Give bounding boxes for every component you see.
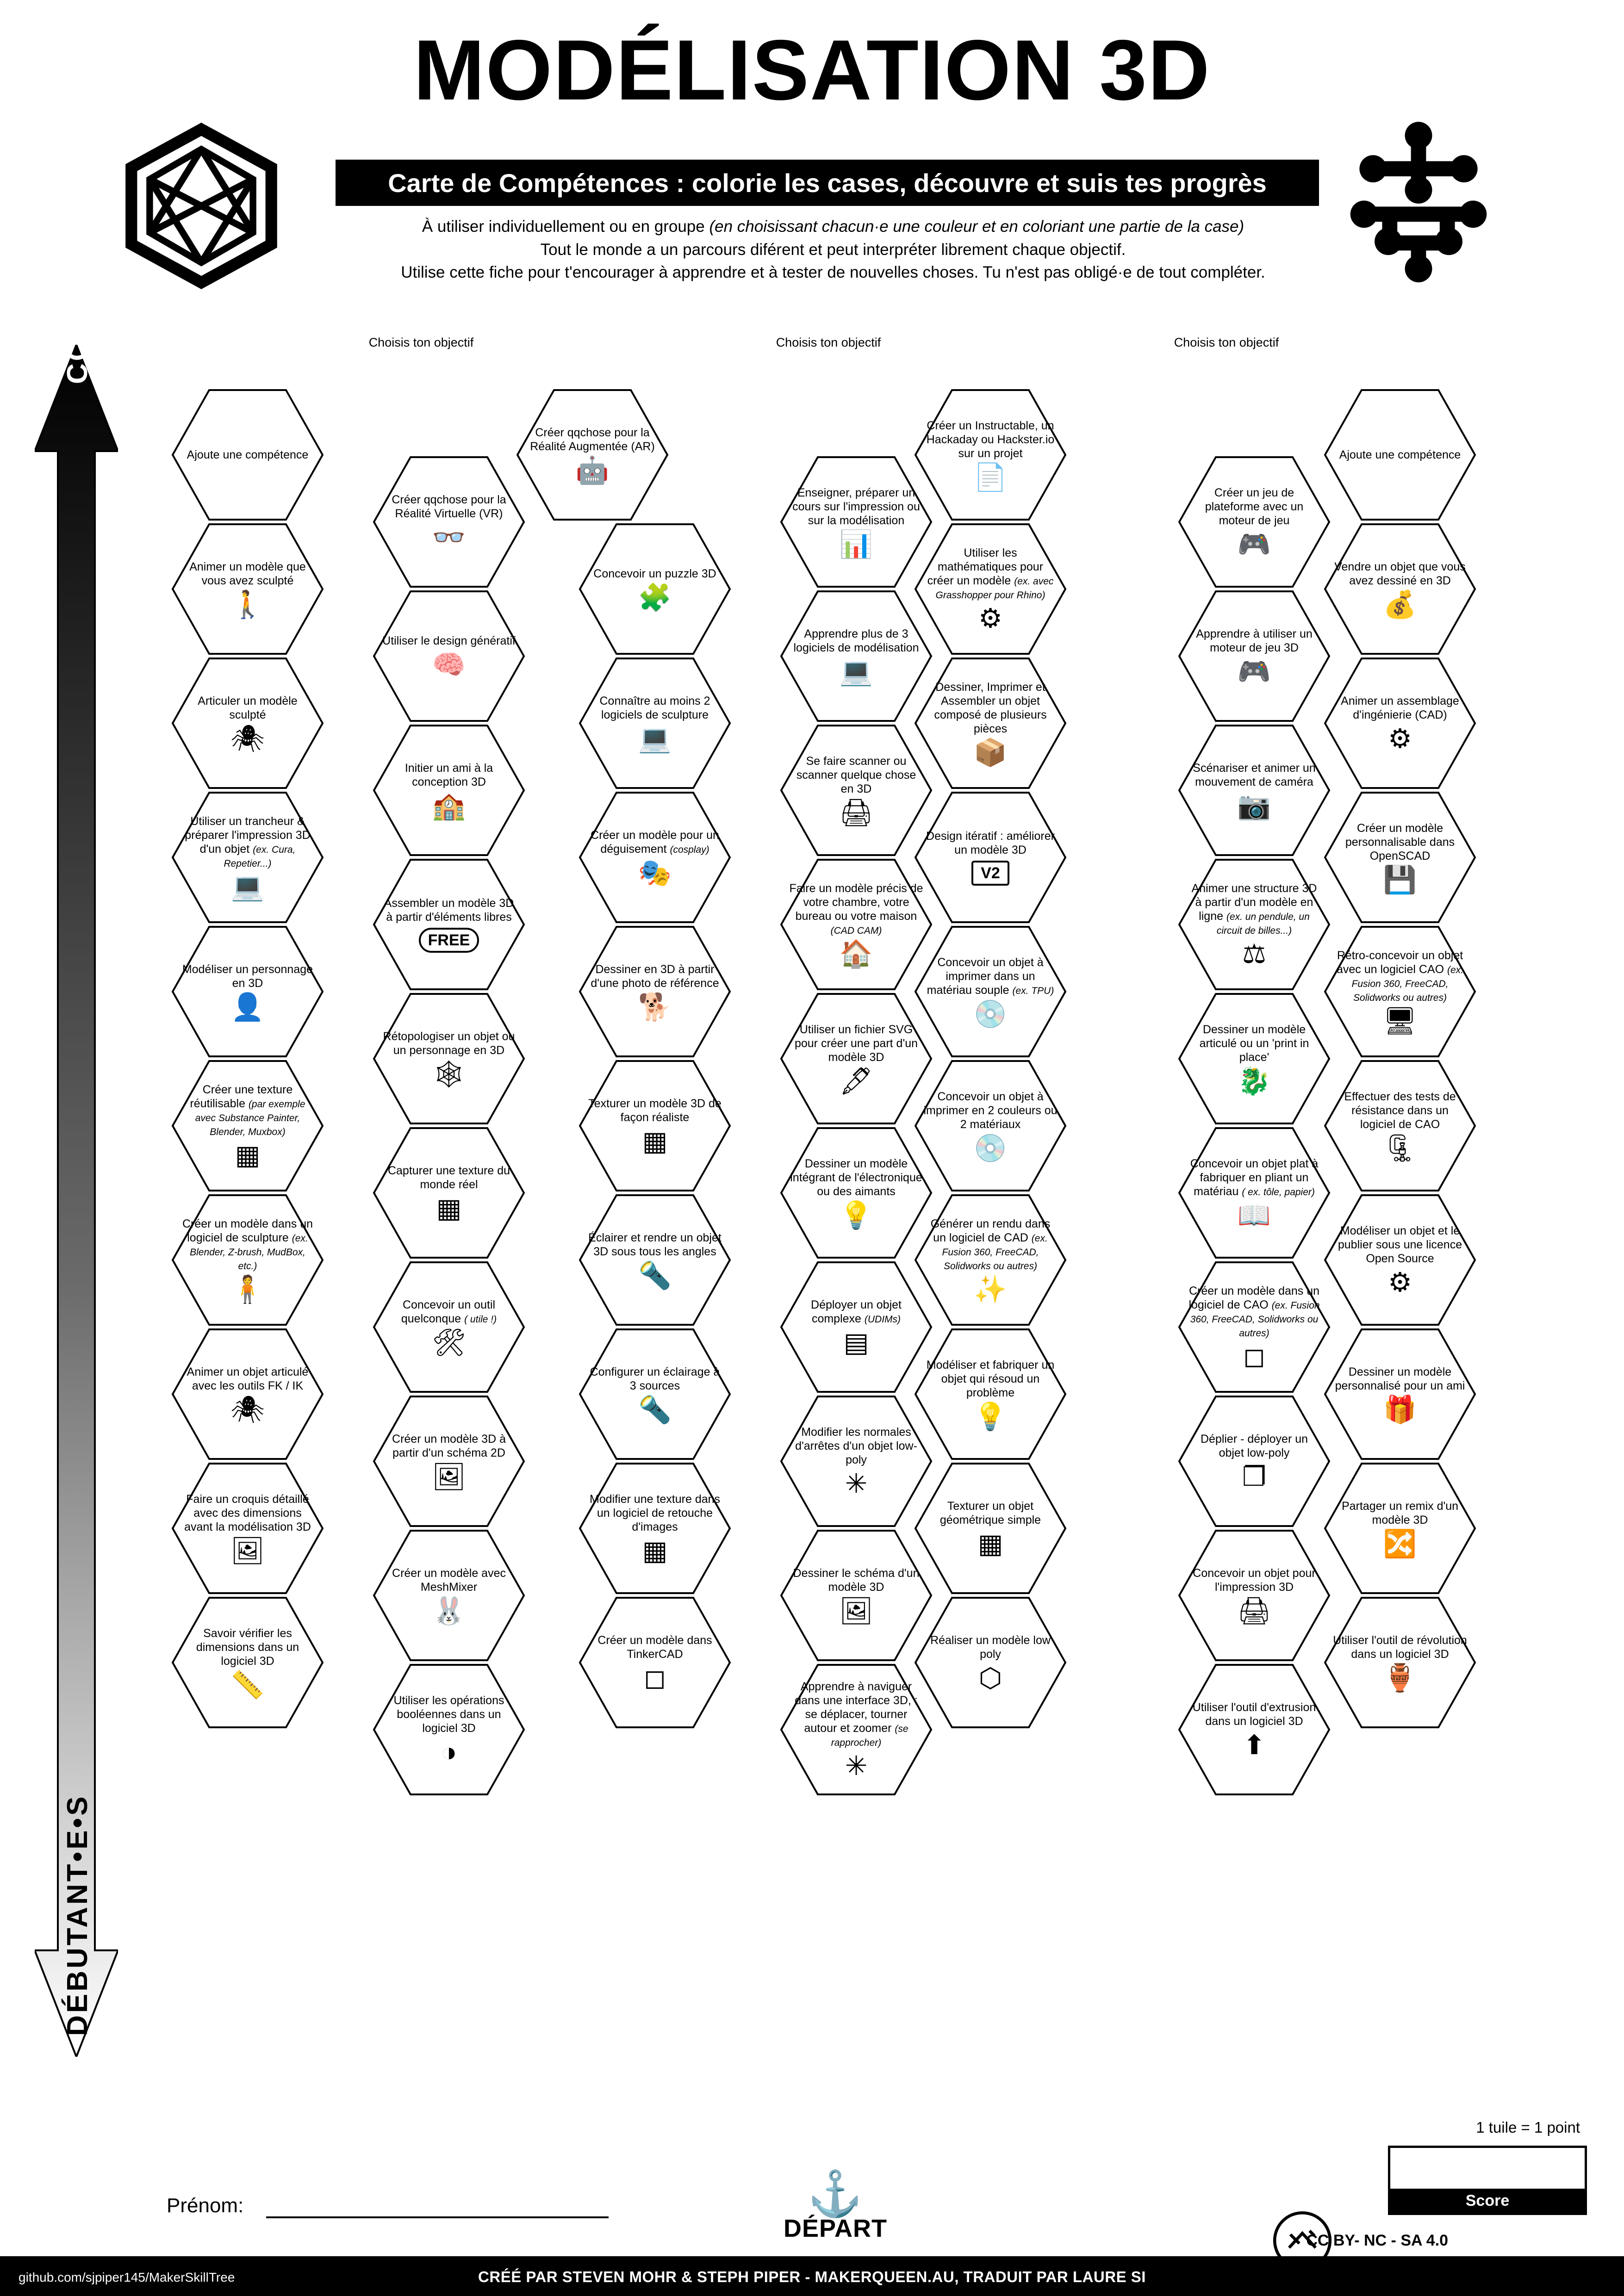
character-icon: 👤: [230, 992, 265, 1022]
tile-label: Vendre un objet que vous avez dessiné en 3D: [1334, 560, 1466, 587]
intro-line3: Utilise cette fiche pour t'encourager à apprendre et à tester de nouvelles choses. Tu n'est pas obligé·e de tout compléter.: [401, 263, 1265, 282]
filament2-icon: 💿: [973, 1133, 1008, 1163]
tile-outline: [516, 389, 669, 521]
prenom-input-line[interactable]: [266, 2216, 609, 2218]
tile-outline: [1178, 1663, 1331, 1796]
laptop-icon: 💻: [638, 724, 672, 754]
rig-icon: 🕷: [230, 1395, 265, 1425]
dragon-icon: 🐉: [1237, 1066, 1271, 1096]
intro-line1b: (en choisissant chacun·e une couleur et en coloriant une partie de la case): [709, 217, 1244, 236]
tile-outline: [914, 1462, 1067, 1595]
tile-label: Ajoute une compétence: [187, 448, 309, 461]
tile-label: Ajoute une compétence: [1339, 448, 1461, 461]
tile-label: Effectuer des tests de résistance dans un logiciel de CAO: [1344, 1090, 1456, 1131]
subtitle-text: Carte de Compétences : colorie les cases, découvre et suis tes progrès: [388, 168, 1267, 198]
texture2-icon: ▦: [642, 1126, 668, 1156]
skill-tile-t60[interactable]: [1324, 1462, 1476, 1595]
tile-outline: [579, 925, 731, 1058]
tile-outline: [1324, 657, 1476, 789]
skill-tile-t16[interactable]: [579, 657, 731, 789]
bulb-icon: 💡: [973, 1402, 1008, 1432]
credit-text: CRÉÉ PAR STEVEN MOHR & STEPH PIPER - MAKERQUEEN.AU, TRADUIT PAR LAURE SI: [478, 2268, 1146, 2285]
tile-label: Créer un modèle dans un logiciel de sculpture (ex. Blender, Z-brush, MudBox, etc.): [182, 1217, 313, 1272]
tile-outline: [373, 1127, 525, 1259]
skill-tile-t59[interactable]: [914, 1462, 1067, 1595]
tile-outline: [373, 858, 525, 991]
skill-tile-t49[interactable]: [1178, 1261, 1331, 1393]
skill-tile-t64[interactable]: [171, 1596, 324, 1729]
tile-label: Créer un modèle avec MeshMixer: [392, 1567, 506, 1594]
tile-label: Créer un modèle dans un logiciel de CAO (ex. Fusion 360, FreeCAD, Solidworks ou autres): [1188, 1285, 1320, 1339]
intro-line2: Tout le monde a un parcours diférent et peut interpréter librement chaque objectif.: [540, 240, 1126, 259]
tile-outline: [171, 925, 324, 1058]
tile-label: Dessiner un modèle articulé ou un 'print in place': [1199, 1023, 1309, 1064]
skill-tile-t17[interactable]: [914, 657, 1067, 789]
skill-tile-t56[interactable]: [1178, 1395, 1331, 1527]
camera-icon: 📷: [1237, 791, 1271, 821]
skill-tile-t6[interactable]: [780, 456, 933, 588]
tile-outline: [780, 1261, 933, 1393]
skill-tile-t54[interactable]: [373, 1395, 525, 1527]
skill-tile-t43[interactable]: [171, 1194, 324, 1326]
tile-label: Créer un modèle dans TinkerCAD: [597, 1634, 712, 1661]
unfold-icon: ❐: [1242, 1462, 1266, 1492]
tile-label: Configurer un éclairage à 3 sources: [590, 1365, 720, 1392]
skill-tile-t36[interactable]: [171, 1060, 324, 1192]
tile-label: Partager un remix d'un modèle 3D: [1341, 1500, 1459, 1527]
skill-tile-t63[interactable]: [1178, 1529, 1331, 1662]
skill-tile-t45[interactable]: [914, 1194, 1067, 1326]
skill-tile-t46[interactable]: [1324, 1194, 1476, 1326]
tile-label: Rétro-concevoir un objet avec un logiciel CAO (ex. Fusion 360, FreeCAD, Solidworks ou autres): [1336, 949, 1464, 1003]
tile-outline: [1178, 590, 1331, 722]
tile-label: Déplier - déployer un objet low-poly: [1200, 1433, 1308, 1459]
column-header-1: Choisis ton objectif: [368, 335, 474, 349]
tools-icon: 🛠: [432, 1328, 466, 1358]
tile-label: Scénariser et animer un mouvement de caméra: [1193, 762, 1316, 788]
tile-label: Créer un modèle pour un déguisement (cosplay): [591, 829, 719, 856]
tile-label: Animer un assemblage d'ingénierie (CAD): [1341, 695, 1459, 721]
tile-label: Articuler un modèle sculpté: [198, 695, 298, 721]
tile-label: Utiliser un fichier SVG pour créer une part d'un modèle 3D: [794, 1023, 918, 1064]
tile-label: Animer une structure 3D à partir d'un modèle en ligne (ex. un pendule, un circuit de billes...): [1191, 882, 1317, 936]
puzzle-icon: 🧩: [638, 583, 672, 613]
vase-icon: 🏺: [1383, 1663, 1417, 1693]
tile-label: Utiliser l'outil d'extrusion dans un logiciel 3D: [1192, 1701, 1316, 1728]
skill-tile-t41[interactable]: [780, 1127, 933, 1259]
tile-outline: [780, 1529, 933, 1662]
topology-icon: 🕸: [432, 1059, 466, 1089]
dog-icon: 🐕: [638, 992, 672, 1022]
skill-tile-t3[interactable]: [914, 389, 1067, 521]
boxes-icon: 📦: [973, 738, 1008, 768]
tile-label: Modéliser un objet et le publier sous une licence Open Source: [1338, 1224, 1462, 1265]
tile-label: Utiliser un trancheur & préparer l'impression 3D d'un objet (ex. Cura, Repetier...): [185, 815, 311, 869]
tile-label: Créer un modèle personnalisable dans OpenSCAD: [1345, 822, 1455, 863]
gear-icon: ⚙: [978, 603, 1002, 633]
tile-outline: [171, 523, 324, 655]
cube-icon: ◻: [1243, 1341, 1266, 1371]
tile-outline: [171, 657, 324, 789]
tile-label: Concevoir un objet pour l'impression 3D: [1193, 1567, 1316, 1594]
tile-label: Dessiner en 3D à partir d'une photo de référence: [591, 963, 719, 990]
gamepad-icon: 🎮: [1237, 529, 1271, 559]
skill-tile-t8[interactable]: [171, 523, 324, 655]
tile-label: Connaître au moins 2 logiciels de sculpture: [599, 695, 710, 721]
skill-tile-t35[interactable]: [1178, 993, 1331, 1125]
skill-tile-t23[interactable]: [579, 791, 731, 924]
cube2-icon: ◻: [643, 1663, 666, 1693]
tile-label: Modéliser un personnage en 3D: [182, 963, 313, 990]
intro-text: [278, 215, 1388, 284]
start-flag-icon: ⚓: [807, 2169, 864, 2219]
tile-outline: [171, 1328, 324, 1460]
tile-label: Dessiner un modèle personnalisé pour un ami: [1335, 1365, 1465, 1392]
skill-tile-t66[interactable]: [914, 1596, 1067, 1729]
intro-line1a: À utiliser individuellement ou en groupe: [422, 217, 709, 236]
skill-tile-t50[interactable]: [171, 1328, 324, 1460]
tile-outline: [1324, 1328, 1476, 1460]
tile-outline: [1324, 1462, 1476, 1595]
laptop-gear2-icon: 💻: [230, 872, 265, 902]
hex-wireframe-logo: [118, 123, 285, 289]
skill-tile-t37[interactable]: [579, 1060, 731, 1192]
tile-point-note: 1 tuile = 1 point: [1476, 2119, 1580, 2136]
tile-label: Utiliser les opérations booléennes dans un logiciel 3D: [393, 1694, 504, 1735]
tile-outline: [1324, 1596, 1476, 1729]
skill-tile-t27[interactable]: [780, 858, 933, 991]
tile-label: Modifier les normales d'arrêtes d'un objet low-poly: [795, 1426, 917, 1466]
tile-label: Créer une texture réutilisable (par exemple avec Substance Painter, Blender, Muxbox): [190, 1083, 305, 1137]
github-link[interactable]: github.com/sjpiper145/MakerSkillTree: [19, 2270, 235, 2284]
tile-label: Réaliser un modèle low poly: [930, 1634, 1051, 1661]
tile-label: Créer qqchose pour la Réalité Augmentée (AR): [530, 426, 655, 453]
license-text: CC BY- NC - SA 4.0: [1306, 2232, 1448, 2249]
skill-tile-t25[interactable]: [1324, 791, 1476, 924]
tile-outline: [579, 1596, 731, 1729]
skill-tile-t42[interactable]: [1178, 1127, 1331, 1259]
tile-label: Créer un modèle 3D à partir d'un schéma 2D: [392, 1433, 506, 1459]
filament-icon: 💿: [973, 999, 1008, 1029]
tile-outline: [1178, 1395, 1331, 1527]
skill-tile-t22[interactable]: [171, 791, 324, 924]
tile-label: Se faire scanner ou scanner quelque chose en 3D: [796, 755, 916, 795]
skill-tile-t39[interactable]: [1324, 1060, 1476, 1192]
skill-tile-t7[interactable]: [1178, 456, 1331, 588]
skill-tile-t30[interactable]: [579, 925, 731, 1058]
extrude-icon: ⬆: [1243, 1730, 1266, 1760]
free-icon: FREE: [419, 928, 479, 953]
ruler-icon: 📏: [230, 1670, 265, 1700]
start-marker: [759, 2169, 912, 2243]
skill-tile-t14[interactable]: [1178, 590, 1331, 722]
skill-tile-t26[interactable]: [373, 858, 525, 991]
tile-label: Animer un modèle que vous avez sculpté: [189, 560, 306, 587]
skill-tile-t55[interactable]: [780, 1395, 933, 1527]
scanner-icon: 🖨: [839, 798, 873, 828]
tile-label: Modifier une texture dans un logiciel de retouche d'images: [589, 1493, 721, 1533]
v2-icon: V2: [971, 861, 1009, 886]
tile-outline: [373, 993, 525, 1125]
cad-icon: 🖥: [1383, 1006, 1417, 1036]
skill-tile-t15[interactable]: [171, 657, 324, 789]
skill-tile-t53[interactable]: [1324, 1328, 1476, 1460]
skill-tile-t65[interactable]: [579, 1596, 731, 1729]
tile-label: Dessiner, Imprimer et Assembler un objet composé de plusieurs pièces: [934, 681, 1047, 735]
presentation-icon: 📊: [839, 529, 873, 559]
tile-label: Utiliser l'outil de révolution dans un logiciel 3D: [1333, 1634, 1467, 1661]
tile-label: Éclairer et rendre un objet 3D sous tous les angles: [588, 1231, 722, 1258]
skill-tile-t40[interactable]: [373, 1127, 525, 1259]
tile-outline: [579, 1328, 731, 1460]
texture5-icon: ▦: [977, 1529, 1003, 1559]
column-header-3: Choisis ton objectif: [1174, 335, 1279, 349]
tile-label: Initier un ami à la conception 3D: [404, 762, 493, 788]
tile-outline: [373, 1529, 525, 1662]
skill-tile-t24[interactable]: [914, 791, 1067, 924]
skill-tile-t33[interactable]: [373, 993, 525, 1125]
tile-label: Apprendre à utiliser un moteur de jeu 3D: [1196, 627, 1313, 654]
tile-label: Faire un modèle précis de votre chambre, votre bureau ou votre maison (CAD CAM): [789, 882, 923, 936]
brain-icon: 🧠: [432, 650, 466, 680]
tile-label: Concevoir un objet plat à fabriquer en pliant un matériau ( ex. tôle, papier): [1190, 1157, 1319, 1198]
tile-label: Utiliser le design génératif: [382, 634, 516, 647]
tile-outline: [579, 1194, 731, 1326]
tile-label: Texturer un objet géométrique simple: [940, 1500, 1041, 1527]
render-icon: ✨: [973, 1274, 1008, 1304]
sculpt-icon: 🧍: [230, 1274, 265, 1304]
subtitle-banner: [336, 160, 1319, 206]
tile-label: Faire un croquis détaillé avec des dimensions avant la modélisation 3D: [184, 1493, 311, 1533]
tile-label: Dessiner un modèle intégrant de l'électronique ou des aimants: [790, 1157, 922, 1198]
skill-tile-t5[interactable]: [373, 456, 525, 588]
tile-label: Enseigner, préparer un cours sur l'impression ou sur la modélisation: [792, 486, 920, 527]
tile-label: Apprendre plus de 3 logiciels de modélisation: [793, 627, 919, 654]
score-label: Score: [1390, 2189, 1585, 2213]
robot-icon: 🤖: [575, 455, 610, 485]
skill-tile-t31[interactable]: [914, 925, 1067, 1058]
tile-label: Créer qqchose pour la Réalité Virtuelle (VR): [392, 493, 506, 520]
tile-outline: [579, 791, 731, 924]
pendulum-icon: ⚖: [1242, 939, 1266, 969]
tile-label: Concevoir un outil quelconque ( utile !): [401, 1298, 497, 1325]
money-bag-icon: 💰: [1383, 590, 1417, 620]
skill-tile-t12[interactable]: [373, 590, 525, 722]
teaching-icon: 🏫: [432, 791, 466, 821]
tile-label: Utiliser les mathématiques pour créer un modèle (ex. avec Grasshopper pour Rhino): [927, 546, 1054, 601]
tile-outline: [1178, 1529, 1331, 1662]
tile-label: Apprendre à naviguer dans une interface 3D, : se déplacer, tourner autour et zoomer (se rapprocher): [795, 1680, 918, 1748]
score-box[interactable]: [1388, 2146, 1587, 2215]
document-icon: 📄: [973, 462, 1008, 492]
udim-icon: ▤: [843, 1328, 869, 1358]
blueprint-icon: 🖼: [432, 1462, 466, 1492]
lowpoly-icon: ⬡: [978, 1663, 1002, 1693]
skill-tile-t11[interactable]: [1324, 523, 1476, 655]
skill-tile-t18[interactable]: [1324, 657, 1476, 789]
skill-tile-t57[interactable]: [171, 1462, 324, 1595]
tile-outline: [373, 456, 525, 588]
skill-tile-t61[interactable]: [373, 1529, 525, 1662]
prenom-label: Prénom:: [167, 2194, 244, 2217]
texture4-icon: ▦: [642, 1536, 668, 1566]
skill-tile-t13[interactable]: [780, 590, 933, 722]
skill-tile-t48[interactable]: [780, 1261, 933, 1393]
gamepad2-icon: 🎮: [1237, 657, 1271, 687]
skill-tile-t2[interactable]: [516, 389, 669, 521]
skill-tile-t44[interactable]: [579, 1194, 731, 1326]
texture3-icon: ▦: [436, 1193, 462, 1223]
fold-icon: 📖: [1237, 1200, 1271, 1230]
skill-tile-t47[interactable]: [373, 1261, 525, 1393]
tile-outline: [1178, 724, 1331, 856]
skill-tile-t21[interactable]: [1178, 724, 1331, 856]
schema-icon: 🖼: [839, 1596, 873, 1626]
skill-tile-t67[interactable]: [1324, 1596, 1476, 1729]
walking-figure-icon: 🚶: [230, 590, 265, 620]
tile-label: Design itératif : améliorer un modèle 3D: [926, 830, 1055, 856]
tile-label: Animer un objet articulé avec les outils FK / IK: [187, 1365, 309, 1392]
skill-tile-t34[interactable]: [780, 993, 933, 1125]
tile-outline: [373, 1395, 525, 1527]
light-icon: 🔦: [638, 1260, 672, 1291]
tile-label: Créer un jeu de plateforme avec un moteur de jeu: [1205, 486, 1304, 527]
skill-tile-t69[interactable]: [780, 1663, 933, 1796]
tile-outline: [914, 791, 1067, 924]
navigate-icon: ✳: [845, 1751, 868, 1781]
tile-outline: [780, 590, 933, 722]
tile-outline: [579, 1060, 731, 1192]
tile-label: Savoir vérifier les dimensions dans un logiciel 3D: [196, 1627, 299, 1668]
gears-icon: ⚙: [1388, 724, 1412, 754]
mask-icon: 🎭: [638, 858, 672, 888]
normals-icon: ✳: [845, 1469, 868, 1499]
tile-label: Déployer un objet complexe (UDIMs): [811, 1298, 902, 1325]
boolean-icon: ◑: [441, 1737, 457, 1767]
gift-icon: 🎁: [1383, 1395, 1417, 1425]
tile-outline: [914, 1596, 1067, 1729]
skill-tile-t51[interactable]: [579, 1328, 731, 1460]
tile-outline: [579, 657, 731, 789]
tile-label: Générer un rendu dans un logiciel de CAD (ex. Fusion 360, FreeCAD, Solidworks ou autres): [930, 1217, 1051, 1272]
texture-icon: ▦: [235, 1140, 261, 1170]
tile-label: Dessiner le schéma d'un modèle 3D: [793, 1567, 920, 1594]
laptop-gear-icon: 💻: [839, 657, 873, 687]
opensource-icon: ⚙: [1388, 1267, 1412, 1297]
skill-tile-t68[interactable]: [373, 1663, 525, 1796]
tile-outline: [373, 1261, 525, 1393]
stress-test-icon: 🗜: [1383, 1133, 1417, 1163]
tile-label: Modéliser et fabriquer un objet qui résoud un problème: [926, 1359, 1055, 1399]
printer-icon: 🖨: [1237, 1596, 1271, 1626]
tile-label: Rétopologiser un objet ou un personnage en 3D: [383, 1030, 515, 1057]
sketch-icon: 🖼: [230, 1536, 265, 1566]
tile-outline: [373, 724, 525, 856]
skill-tile-t10[interactable]: [914, 523, 1067, 655]
remix-icon: 🔀: [1383, 1529, 1417, 1559]
axis-label-beginner: DÉBUTANT•E•S: [62, 1794, 93, 2036]
skill-tile-t29[interactable]: [171, 925, 324, 1058]
skill-tile-t19[interactable]: [373, 724, 525, 856]
skill-tile-t9[interactable]: [579, 523, 731, 655]
column-header-2: Choisis ton objectif: [776, 335, 881, 349]
tile-label: Concevoir un puzzle 3D: [593, 567, 716, 580]
depart-label: DÉPART: [783, 2215, 887, 2242]
vr-headset-icon: 👓: [432, 522, 466, 552]
page-title: MODÉLISATION 3D: [413, 23, 1211, 118]
skill-tile-t52[interactable]: [914, 1328, 1067, 1460]
tile-label: Texturer un modèle 3D de façon réaliste: [588, 1097, 722, 1124]
skill-tile-t28[interactable]: [1178, 858, 1331, 991]
skill-tile-t58[interactable]: [579, 1462, 731, 1595]
skill-tile-t32[interactable]: [1324, 925, 1476, 1058]
tile-label: Créer un Instructable, un Hackaday ou Hackster.io sur un projet: [926, 419, 1055, 460]
skill-tile-t4[interactable]: [1324, 389, 1476, 521]
axis-label-confirmed: CONFIRMÉ•E•S: [62, 145, 93, 384]
skill-tile-t70[interactable]: [1178, 1663, 1331, 1796]
code-icon: 💾: [1383, 865, 1417, 895]
tile-label: Concevoir un objet à imprimer en 2 couleurs ou 2 matériaux: [923, 1090, 1058, 1131]
tile-label: Capturer une texture du monde réel: [387, 1164, 510, 1191]
skill-tile-t62[interactable]: [780, 1529, 933, 1662]
tile-outline: [1324, 523, 1476, 655]
skill-tile-t20[interactable]: [780, 724, 933, 856]
svg-icon: 🖋: [839, 1066, 873, 1096]
light2-icon: 🔦: [638, 1395, 672, 1425]
house-icon: 🏠: [839, 939, 873, 969]
skill-tile-t1[interactable]: [171, 389, 324, 521]
bunny-icon: 🐰: [432, 1596, 466, 1626]
tile-label: Concevoir un objet à imprimer dans un matériau souple (ex. TPU): [927, 956, 1054, 997]
armature-icon: 🕷: [230, 724, 265, 754]
skill-tile-t38[interactable]: [914, 1060, 1067, 1192]
led-icon: 💡: [839, 1200, 873, 1230]
tile-label: Assembler un modèle 3D à partir d'éléments libres: [384, 897, 514, 924]
